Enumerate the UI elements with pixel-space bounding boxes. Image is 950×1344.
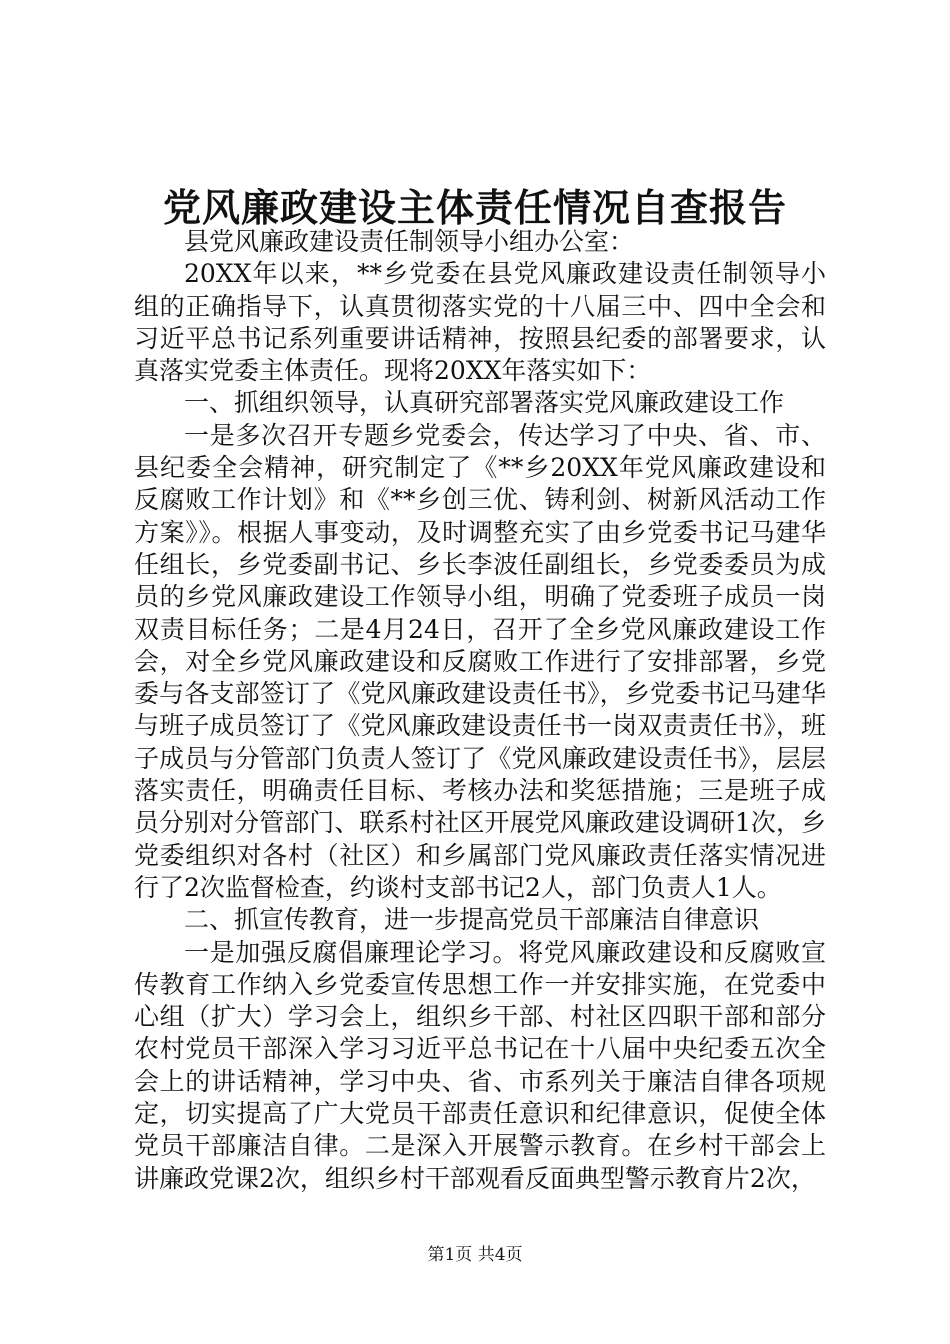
- section-heading-1: 一、抓组织领导，认真研究部署落实党风廉政建设工作: [184, 388, 785, 418]
- salutation-paragraph: 县党风廉政建设责任制领导小组办公室：: [184, 227, 635, 256]
- intro-paragraph: 20XX年以来，**乡党委在县党风廉政建设责任制领导小组的正确指导下，认真贯彻落实党的十八届三中、四中全会和习近平总书记系列重要讲话精神，按照县纪委的部署要求，认真落实党委主体责任。现将20XX年落实如下：: [134, 259, 826, 386]
- section-heading-2: 二、抓宣传教育，进一步提高党员干部廉洁自律意识: [184, 905, 760, 935]
- document-body: [134, 226, 826, 1195]
- section-1-paragraph: 一是多次召开专题乡党委会，传达学习了中央、省、市、县纪委全会精神，研究制定了《**乡20XX年党风廉政建设和反腐败工作计划》和《**乡创三优、铸利剑、树新风活动工作方案》》。根据人事变动，及时调整充实了由乡党委书记马建华任组长，乡党委副书记、乡长李波任副组长，乡党委委员为成员的乡党风廉政建设工作领导小组，明确了党委班子成员一岗双责目标任务；二是4月24日，召开了全乡党风廉政建设工作会，对全乡党风廉政建设和反腐败工作进行了安排部署，乡党委与各支部签订了《党风廉政建设责任书》，乡党委书记马建华与班子成员签订了《党风廉政建设责任书一岗双责责任书》，班子成员与分管部门负责人签订了《党风廉政建设责任书》，层层落实责任，明确责任目标、考核办法和奖惩措施；三是班子成员分别对分管部门、联系村社区开展党风廉政建设调研1次，乡党委组织对各村（社区）和乡属部门党风廉政责任落实情况进行了2次监督检查，约谈村支部书记2人，部门负责人1人。: [134, 420, 826, 902]
- document-title: 党风廉政建设主体责任情况自查报告: [162, 185, 787, 230]
- page-number-footer: 第1页 共4页: [427, 1245, 523, 1265]
- section-2-paragraph: 一是加强反腐倡廉理论学习。将党风廉政建设和反腐败宣传教育工作纳入乡党委宣传思想工作一并安排实施，在党委中心组（扩大）学习会上，组织乡干部、村社区四职干部和部分农村党员干部深入学习习近平总书记在十八届中央纪委五次全会上的讲话精神，学习中央、省、市系列关于廉洁自律各项规定，切实提高了广大党员干部责任意识和纪律意识，促使全体党员干部廉洁自律。二是深入开展警示教育。在乡村干部会上讲廉政党课2次，组织乡村干部观看反面典型警示教育片2次，: [134, 937, 826, 1193]
